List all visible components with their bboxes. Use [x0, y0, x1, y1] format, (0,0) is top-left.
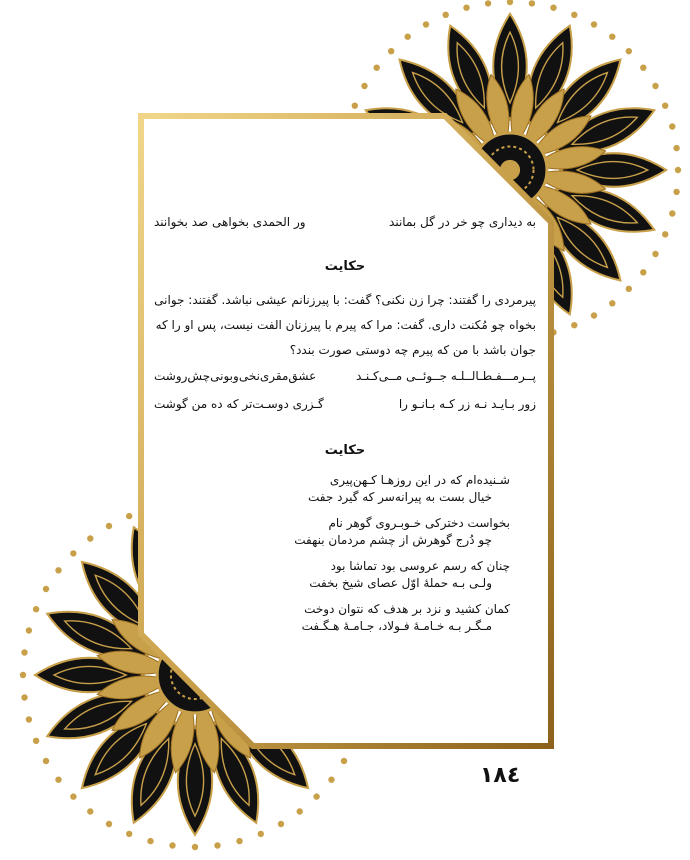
verse-first: چنان که رسم عروسی بود تماشا بود [330, 559, 510, 573]
couplet-left: عشق‌مقری‌نخی‌وبونی‌چش‌روشت [154, 369, 317, 383]
page-number: ۱۸٤ [480, 763, 521, 788]
verse-first: کمان کشید و نزد بر هدف که نتوان دوخت [304, 602, 510, 616]
couplet-right: زور بـایـد نـه زر کـه بـانـو را [398, 397, 536, 411]
verse-first: بخواست دخترکی خـوبـروی گوهر نام [328, 516, 510, 530]
prose-line: جوان باشد با من که پیرم چه دوستی صورت بندد؟ [289, 343, 536, 357]
couplet-right: پــرمـــفـطـالــلـه جــوئــی مــی‌کـنـد [356, 369, 536, 383]
verse-second: چو دُرج گوهرش از چشم مردمان بنهفت [294, 533, 492, 547]
couplet-top-left: ور الحمدی بخواهی صد بخوانند [154, 215, 306, 229]
verse-second: مـگـر بـه خـامـهٔ فـولاد، جـامـهٔ هـگـفت [301, 619, 492, 633]
verse-second: خیال بست به پیرانه‌سر که گیرد جفت [308, 490, 492, 504]
prose-line: بخواه چو مُکنت داری. گفت: مرا که پیرم با پیرزنان الفت نیست، پس او را که [155, 318, 536, 332]
verse-first: شـنیده‌ام که در این روزهـا کـهن‌پیری [329, 473, 510, 487]
story-title: حکایت [324, 443, 366, 458]
story-title: حکایت [324, 259, 366, 274]
prose-line: پیرمردی را گفتند: چرا زن نکنی؟ گفت: با پیرزنانم عیشی نباشد. گفتند: جوانی [154, 293, 536, 307]
verse-second: ولـی بـه حملهٔ اوّل عصای شیخ بخفت [309, 576, 492, 590]
couplet-left: گـزری دوسـت‌تر که ده من گوشت [154, 397, 324, 411]
couplet-top-right: به دیداری چو خر در گل بمانند [389, 215, 536, 229]
text-panel [150, 125, 540, 737]
